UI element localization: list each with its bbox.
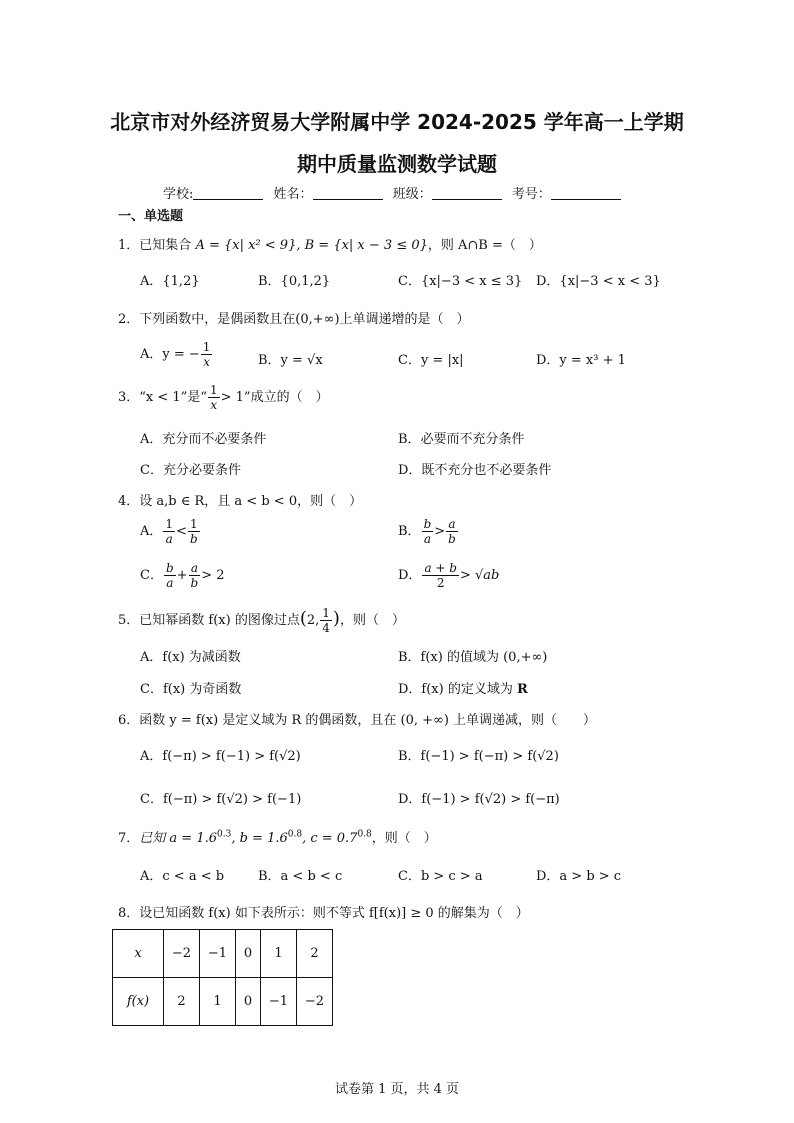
table-cell: f(x)	[113, 978, 164, 1026]
table-row	[113, 978, 333, 1026]
q2-option-a[interactable]: A．y = − $\frac{1}{x}$	[140, 340, 211, 369]
q4-option-a[interactable]: A． $\frac{1}{a}$ < $\frac{1}{b}$	[140, 517, 198, 546]
table-cell: −1	[261, 978, 297, 1026]
q1-option-a[interactable]: A．{1,2}	[140, 274, 200, 289]
q3-option-a[interactable]: A．充分而不必要条件	[140, 432, 267, 447]
title-line-2: 期中质量监测数学试题	[297, 152, 497, 176]
table-cell: 2	[297, 930, 333, 978]
title-line-1: 北京市对外经济贸易大学附属中学 2024-2025 学年高一上学期	[110, 110, 684, 134]
q1-option-d[interactable]: D．{x|−3 < x < 3}	[536, 274, 661, 289]
table-cell: 2	[164, 978, 200, 1026]
q3-option-b[interactable]: B．必要而不充分条件	[398, 432, 525, 447]
question-7: 7．已知 $a = 1.6^{0.3}$, $b = 1.6^{0.8}$, $c = 0.7^{0.8}$，则（ ）	[118, 829, 437, 846]
q7-option-a[interactable]: A．c < a < b	[140, 869, 225, 884]
page-footer: 试卷第 1 页，共 4 页	[334, 1082, 460, 1097]
school-blank[interactable]	[193, 187, 263, 200]
question-8: 8．设已知函数 f(x) 如下表所示：则不等式 f[f(x)] ≥ 0 的解集为（ ）	[118, 906, 529, 921]
question-3: 3．“x < 1”是“ $\frac{1}{x}$ > 1”成立的（ ）	[118, 383, 329, 412]
question-5: 5．已知幂函数 f(x) 的图像过点(2, $\frac{1}{4}$ )，则（ ）	[118, 606, 405, 635]
question-6: 6．函数 y = f(x) 是定义域为 R 的偶函数，且在 (0, +∞) 上单调递减，则（ ）	[118, 713, 597, 728]
id-blank[interactable]	[551, 187, 621, 200]
student-info	[163, 183, 627, 202]
q3-option-d[interactable]: D．既不充分也不必要条件	[398, 463, 552, 478]
class-label: 班级：	[392, 187, 432, 202]
q6-option-d[interactable]: D．f(−1) > f(√2) > f(−π)	[398, 792, 560, 807]
name-label: 姓名：	[273, 187, 313, 202]
school-label: 学校:	[163, 187, 194, 202]
q1-option-c[interactable]: C．{x|−3 < x ≤ 3}	[398, 274, 523, 289]
question-1: 1．已知集合 A = {x| x² < 9}, B = {x| x − 3 ≤ 0}，则 A∩B =（ ）	[118, 238, 542, 253]
q5-option-b[interactable]: B．f(x) 的值域为 (0,+∞)	[398, 650, 548, 665]
q1-option-b[interactable]: B．{0,1,2}	[258, 274, 331, 289]
table-cell: 1	[200, 978, 236, 1026]
q2-option-d[interactable]: D．y = x³ + 1	[536, 353, 626, 368]
table-cell: x	[113, 930, 164, 978]
q6-option-c[interactable]: C．f(−π) > f(√2) > f(−1)	[140, 792, 302, 807]
q7-option-c[interactable]: C．b > c > a	[398, 869, 483, 884]
name-blank[interactable]	[313, 187, 383, 200]
q4-option-d[interactable]: D． $\frac{a + b}{2}$ > √ab	[398, 561, 500, 590]
q5-option-c[interactable]: C．f(x) 为奇函数	[140, 682, 242, 697]
table-cell: 0	[236, 930, 261, 978]
table-cell: −2	[297, 978, 333, 1026]
table-row	[113, 930, 333, 978]
question-2: 2．下列函数中，是偶函数且在(0,+∞)上单调递增的是（ ）	[118, 312, 470, 327]
table-cell: 0	[236, 978, 261, 1026]
table-cell: −1	[200, 930, 236, 978]
q2-option-b[interactable]: B．y = √x	[258, 353, 323, 368]
q5-option-d[interactable]: D．f(x) 的定义域为 R	[398, 682, 528, 697]
section-heading: 一、单选题	[118, 209, 184, 224]
q7-option-b[interactable]: B．a < b < c	[258, 869, 343, 884]
question-4: 4．设 a,b ∈ R，且 a < b < 0，则（ ）	[118, 494, 363, 509]
q4-option-b[interactable]: B． $\frac{b}{a}$ > $\frac{a}{b}$	[398, 517, 456, 546]
q5-option-a[interactable]: A．f(x) 为减函数	[140, 650, 241, 665]
q7-option-d[interactable]: D．a > b > c	[536, 869, 622, 884]
class-blank[interactable]	[432, 187, 502, 200]
q6-option-b[interactable]: B．f(−1) > f(−π) > f(√2)	[398, 749, 559, 764]
function-table	[112, 929, 333, 1026]
table-cell: −2	[164, 930, 200, 978]
q4-option-c[interactable]: C． $\frac{b}{a}$ + $\frac{a}{b}$ > 2	[140, 561, 225, 590]
table-cell: 1	[261, 930, 297, 978]
id-label: 考号：	[511, 187, 551, 202]
q6-option-a[interactable]: A．f(−π) > f(−1) > f(√2)	[140, 749, 301, 764]
q2-option-c[interactable]: C．y = |x|	[398, 353, 464, 368]
q3-option-c[interactable]: C．充分必要条件	[140, 463, 241, 478]
